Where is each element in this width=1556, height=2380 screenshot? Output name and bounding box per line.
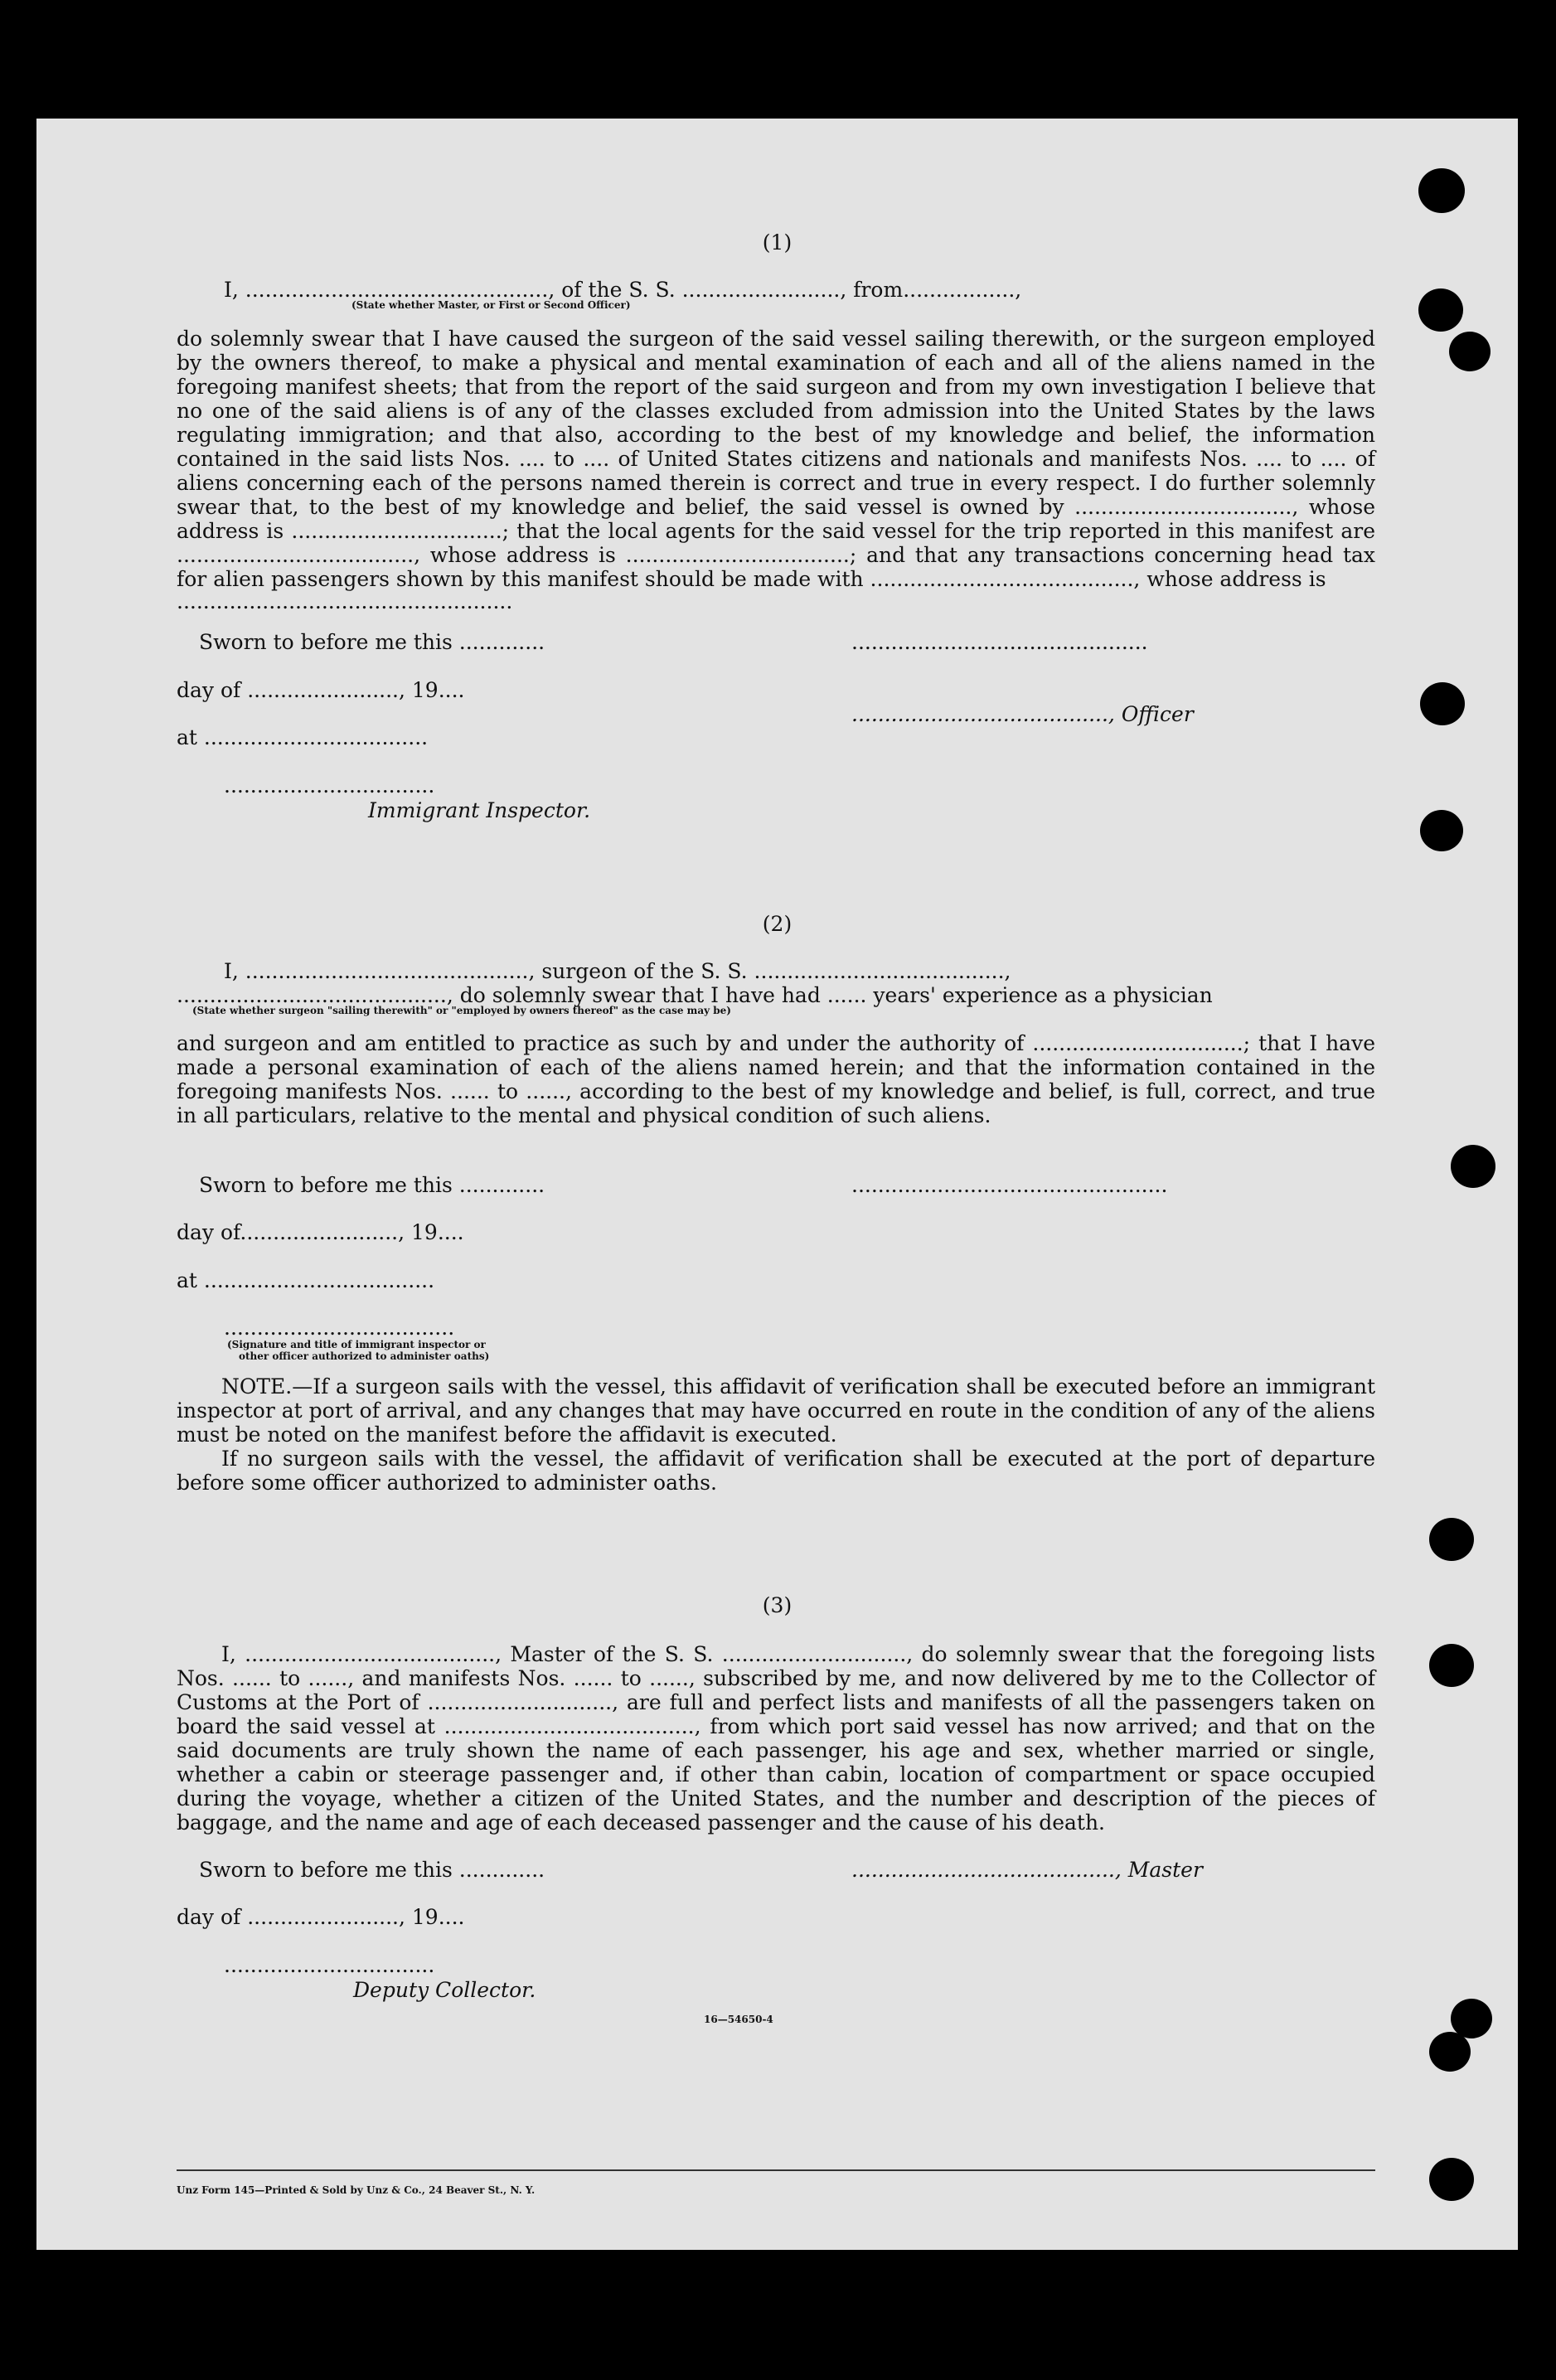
section-2-signature-dots: ................................... xyxy=(224,1316,455,1340)
section-2-day: day of........................, 19.... xyxy=(177,1220,464,1244)
section-3-collector-line: ................................ xyxy=(224,1953,435,1977)
section-1-line-1: I, .............................................., of the S. S. ........................, from................., xyxy=(224,278,1022,302)
section-2-sworn: Sworn to before me this ............. xyxy=(199,1173,545,1197)
section-3-number: (3) xyxy=(762,1593,793,1617)
section-3-day: day of ......................., 19.... xyxy=(177,1905,465,1929)
section-1-sworn: Sworn to before me this ............. xyxy=(199,630,545,654)
section-1-day: day of ......................., 19.... xyxy=(177,678,465,702)
section-2-signature-line: ................................................ xyxy=(851,1173,1168,1197)
section-1-at: at .................................. xyxy=(177,725,429,749)
section-1-caption: (State whether Master, or First or Second Officer) xyxy=(351,299,631,311)
section-3-paragraph: I, ......................................, Master of the S. S. ............................, do solemnly swear that the foregoing lists Nos. ...... to ......, and manifests Nos. ...... to ......, subscribed by me, and now delivered by me to the Collector of Customs at the Port of ............................, are full and perfect lists and manifests of all the passengers taken on board the said vessel at ......................................, from which port said vessel has now arrived; and that on the said documents are truly shown the name of each passenger, his age and sex, whether married or single, whether a cabin or steerage passenger and, if other than cabin, location of compartment or space occupied during the voyage, whether a citizen of the United States, and the number and description of the pieces of baggage, and the name and age of each deceased passenger and the cause of his death. xyxy=(177,1642,1375,1835)
section-1-inspector-title: Immigrant Inspector. xyxy=(368,798,591,822)
section-1-paragraph: do solemnly swear that I have caused the surgeon of the said vessel sailing therewith, or the surgeon employed by the owners thereof, to make a physical and mental examination of each and all of the aliens named in the foregoing manifest sheets; that from the report of the said surgeon and from my own investigation I believe that no one of the said aliens is of any of the classes excluded from admission into the United States by the laws regulating immigration; and that also, according to the best of my knowledge and belief, the information contained in the said lists Nos. .... to .... of United States citizens and nationals and manifests Nos. .... to .... of aliens concerning each of the persons named therein is correct and true in every respect. I do further solemnly swear that, to the best of my knowledge and belief, the said vessel is owned by ................................., whose address is ................................; that the local agents for the said vessel for the trip reported in this manifest are ...................................., whose address is ..................................; and that any transactions concerning head tax for alien passengers shown by this manifest should be made with ........................................, whose address is xyxy=(177,327,1375,591)
section-2-line-1: I, ..........................................., surgeon of the S. S. ......................................, xyxy=(224,959,1011,983)
section-2-number: (2) xyxy=(762,912,793,936)
footer-imprint: Unz Form 145—Printed & Sold by Unz & Co., 24 Beaver St., N. Y. xyxy=(177,2184,536,2196)
section-2-signature-caption-2: other officer authorized to administer oaths) xyxy=(239,1350,490,1362)
punch-hole xyxy=(1420,682,1465,725)
section-2-note-2: If no surgeon sails with the vessel, the affidavit of verification shall be executed at the port of departure before some officer authorized to administer oaths. xyxy=(177,1447,1375,1495)
section-3-collector-title: Deputy Collector. xyxy=(353,1978,536,2002)
section-2-line-2: ........................................., do solemnly swear that I have had ...... years' experience as a physician xyxy=(177,983,1213,1007)
punch-hole xyxy=(1418,168,1465,213)
section-1-number: (1) xyxy=(762,230,793,254)
section-3-master: ........................................, Master xyxy=(851,1858,1203,1882)
punch-hole xyxy=(1449,332,1491,371)
document-page xyxy=(36,119,1518,2250)
form-number: 16—54650-4 xyxy=(704,2014,773,2025)
section-3-sworn: Sworn to before me this ............. xyxy=(199,1858,545,1882)
section-1-inspector-line: ................................ xyxy=(224,773,435,797)
punch-hole xyxy=(1429,1644,1474,1687)
section-1-signature-line: ............................................. xyxy=(851,630,1148,654)
section-1-officer: ......................................., Officer xyxy=(851,702,1194,726)
section-2-paragraph: and surgeon and am entitled to practice as such by and under the authority of ................................; that I have made a personal examination of each of the aliens named herein; and that the information contained in the foregoing manifests Nos. ...... to ......, according to the best of my knowledge and belief, is full, correct, and true in all particulars, relative to the mental and physical condition of such aliens. xyxy=(177,1031,1375,1127)
punch-hole xyxy=(1429,2032,1471,2072)
punch-hole xyxy=(1418,288,1463,332)
punch-hole xyxy=(1451,1145,1495,1188)
footer-rule xyxy=(177,2169,1375,2171)
punch-hole xyxy=(1429,2158,1474,2201)
punch-hole xyxy=(1429,1518,1474,1561)
punch-hole xyxy=(1420,810,1463,851)
section-2-at: at ................................... xyxy=(177,1268,435,1292)
section-1-trailing-dots: ................................................... xyxy=(177,589,513,613)
section-2-signature-caption-1: (Signature and title of immigrant inspector or xyxy=(227,1339,486,1350)
section-2-caption: (State whether surgeon "sailing therewith" or "employed by owners thereof" as the case may be) xyxy=(192,1005,731,1016)
section-2-note-1: NOTE.—If a surgeon sails with the vessel, this affidavit of verification shall be executed before an immigrant inspector at port of arrival, and any changes that may have occurred en route in the condition of any of the aliens must be noted on the manifest before the affidavit is executed. xyxy=(177,1374,1375,1447)
